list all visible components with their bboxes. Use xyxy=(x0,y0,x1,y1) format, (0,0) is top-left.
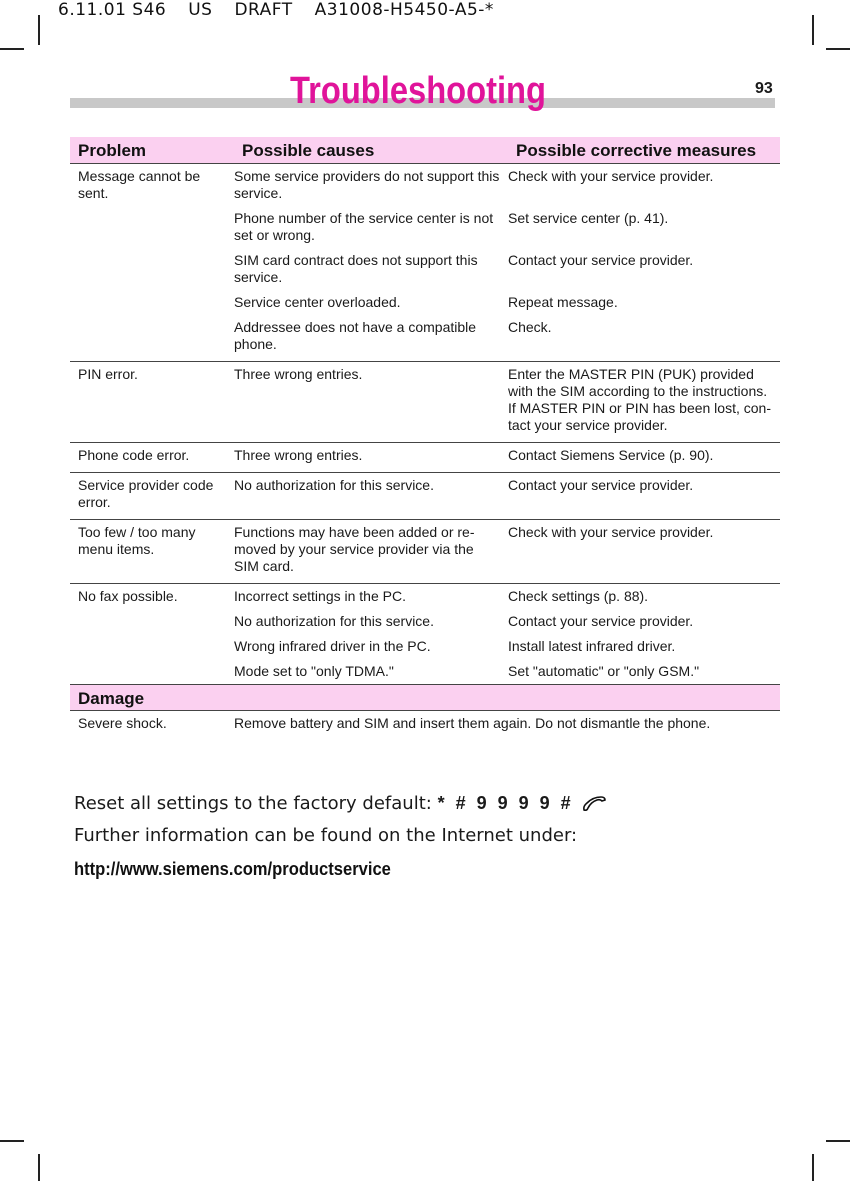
measure-cell: Contact your service provider. xyxy=(508,613,694,629)
measure-cell: Check with your service provider. xyxy=(508,168,714,184)
draft-header xyxy=(58,0,516,20)
cause-cell: Three wrong entries. xyxy=(234,443,508,473)
problem-cell: PIN error. xyxy=(70,362,234,443)
problem-cell xyxy=(70,584,234,685)
cause-cell: Wrong infrared driver in the PC. xyxy=(234,638,431,654)
table-row xyxy=(70,362,780,443)
info-text: Further information can be found on the Internet under: xyxy=(74,825,578,846)
problem-cell xyxy=(70,164,234,362)
cause-cell: No authorization for this service. xyxy=(234,613,434,629)
problem-cell: Phone code error. xyxy=(70,443,234,473)
measure-cell: Check settings (p. 88). xyxy=(508,588,649,604)
table-row xyxy=(70,443,780,473)
page-title: Troubleshooting xyxy=(290,70,546,112)
table-row xyxy=(70,711,780,741)
draft-status: DRAFT xyxy=(234,0,293,20)
table-row xyxy=(70,164,780,203)
measure-cell: Check. xyxy=(508,311,780,362)
problem-cell: Severe shock. xyxy=(78,715,167,731)
cause-cell: Incorrect settings in the PC. xyxy=(234,588,406,604)
reset-instruction xyxy=(74,793,607,818)
table-row xyxy=(70,520,780,584)
cause-cell: Phone number of the service center is not set or wrong. xyxy=(234,210,494,243)
crop-mark xyxy=(0,1140,24,1142)
cause-cell: Addressee does not have a compatible phone. xyxy=(234,311,508,362)
cause-cell: Mode set to "only TDMA." xyxy=(234,655,508,685)
measure-cell: Set service center (p. 41). xyxy=(508,210,669,226)
cause-cell: Functions may have been added or re-moved by your service provider via the SIM card. xyxy=(234,520,508,584)
phone-handset-icon xyxy=(581,795,607,818)
crop-mark xyxy=(826,48,850,50)
crop-mark xyxy=(812,15,814,45)
problem-text: Message cannot be sent. xyxy=(78,168,201,201)
crop-mark xyxy=(826,1140,850,1142)
crop-mark xyxy=(0,48,24,50)
problem-cell: Service provider code error. xyxy=(70,473,234,520)
cause-cell: No authorization for this service. xyxy=(234,473,508,520)
draft-date-model: 6.11.01 S46 xyxy=(58,0,167,20)
table-row xyxy=(70,473,780,520)
header-causes: Possible causes xyxy=(234,137,508,164)
draft-doc-id: A31008-H5450-A5-* xyxy=(314,0,494,20)
measure-cell: Contact your service provider. xyxy=(508,473,780,520)
table-header-row xyxy=(70,137,780,164)
troubleshooting-table xyxy=(70,137,780,740)
damage-section-row xyxy=(70,685,780,711)
draft-region: US xyxy=(188,0,213,20)
header-problem: Problem xyxy=(70,137,234,164)
service-url-link[interactable]: http://www.siemens.com/productservice xyxy=(74,859,391,879)
crop-mark xyxy=(38,15,40,45)
measure-cell: Enter the MASTER PIN (PUK) provided with the SIM according to the instructions. If MASTER PIN or PIN has been lost, con-tact your service provider. xyxy=(508,362,780,443)
measure-cell: Set "automatic" or "only GSM." xyxy=(508,655,780,685)
page-number: 93 xyxy=(755,80,773,97)
measure-cell: Install latest infrared driver. xyxy=(508,638,676,654)
table-row xyxy=(70,584,780,606)
problem-text: No fax possible. xyxy=(78,588,178,604)
reset-text: Reset all settings to the factory default: xyxy=(74,793,432,814)
header-measures: Possible corrective measures xyxy=(508,137,780,164)
cause-cell: Service center overloaded. xyxy=(234,294,401,310)
crop-mark xyxy=(812,1154,814,1181)
crop-mark xyxy=(38,1154,40,1181)
reset-code: * # 9 9 9 9 # xyxy=(437,793,574,813)
measure-cell: Contact Siemens Service (p. 90). xyxy=(508,443,780,473)
cause-cell: SIM card contract does not support this service. xyxy=(234,252,478,285)
measure-cell: Repeat message. xyxy=(508,294,618,310)
measure-cell: Remove battery and SIM and insert them again. Do not dismantle the phone. xyxy=(234,715,711,731)
damage-heading: Damage xyxy=(70,685,780,711)
cause-cell: Three wrong entries. xyxy=(234,362,508,443)
problem-cell: Too few / too many menu items. xyxy=(70,520,234,584)
cause-cell: Some service providers do not support this service. xyxy=(234,168,500,201)
measure-cell: Contact your service provider. xyxy=(508,252,694,268)
measure-cell: Check with your service provider. xyxy=(508,520,780,584)
